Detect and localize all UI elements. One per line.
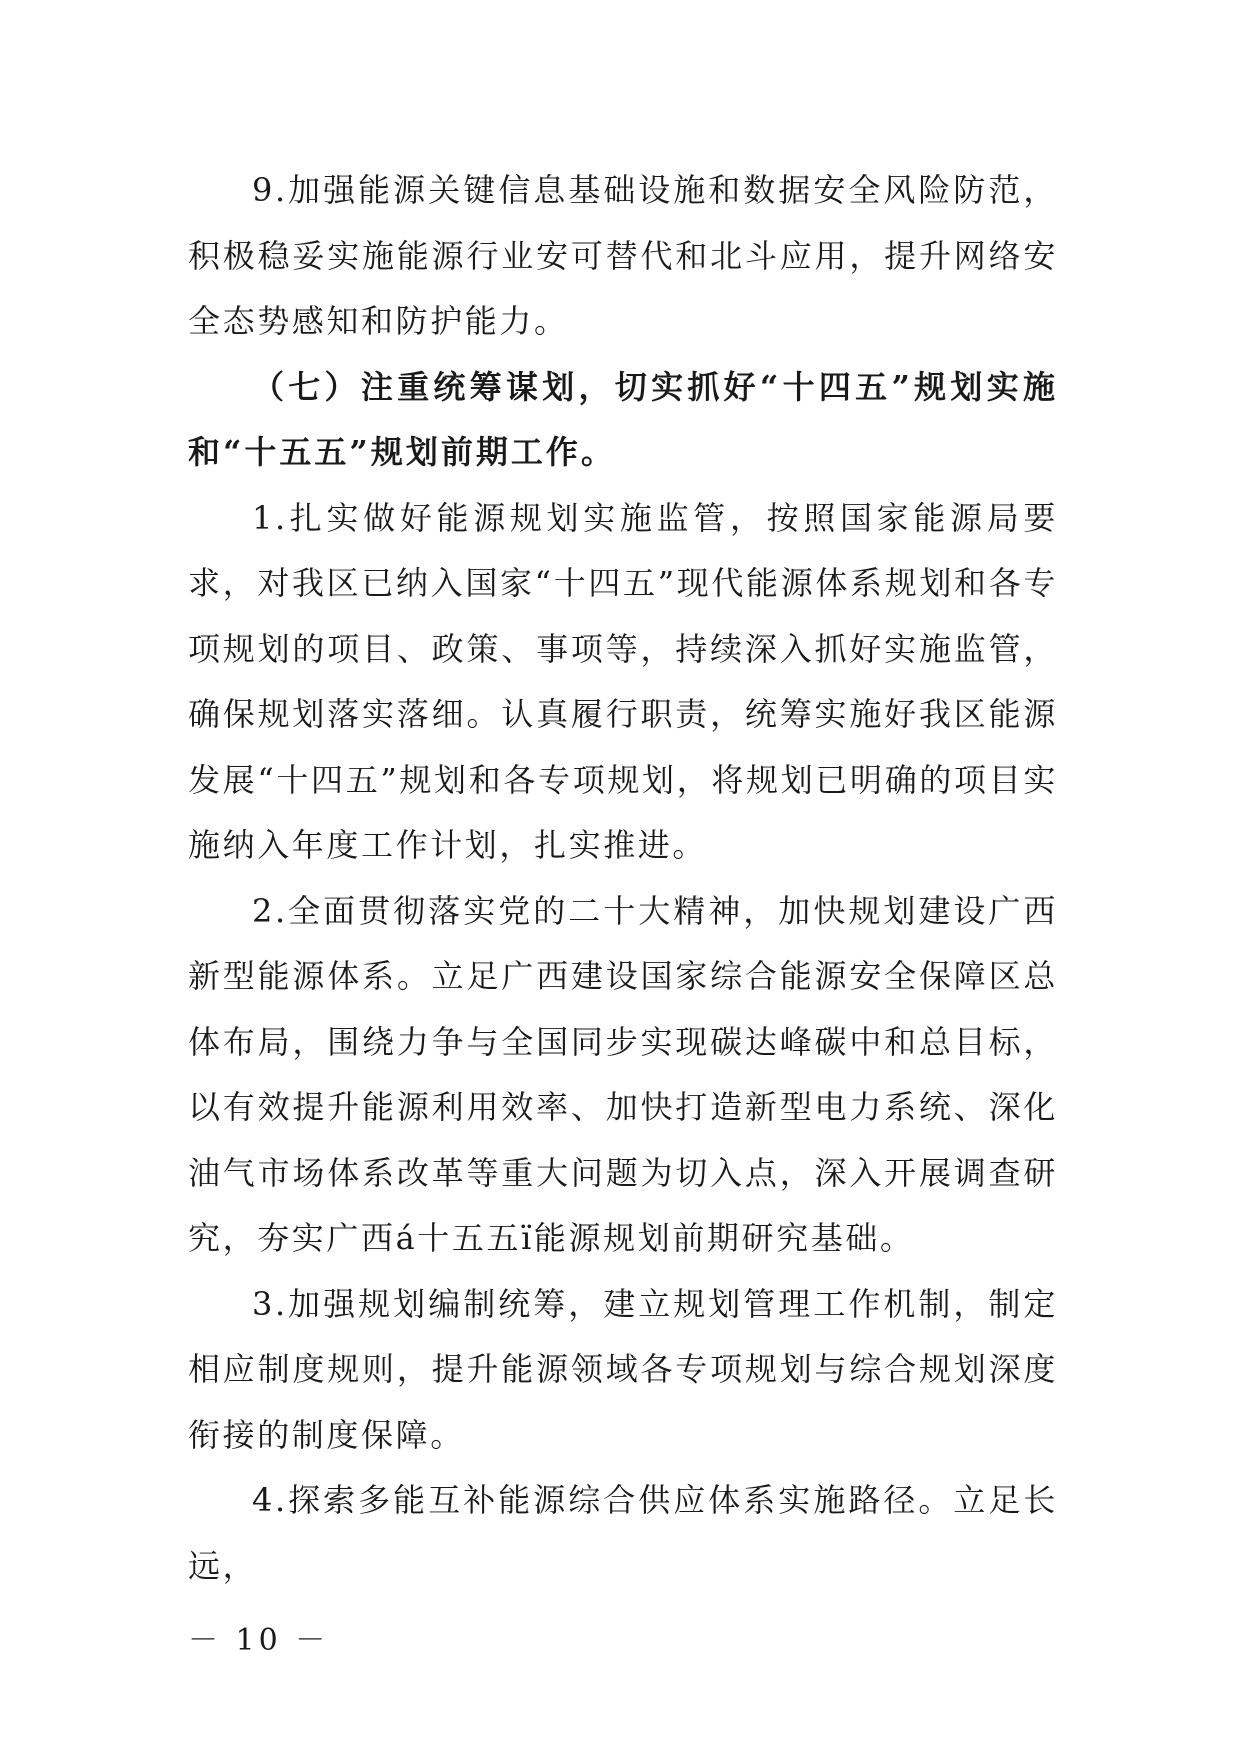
- page-number: － 10 －: [188, 1623, 330, 1658]
- paragraph-item-3: 3.加强规划编制统筹，建立规划管理工作机制，制定相应制度规则，提升能源领域各专项规划与综合规划深度衔接的制度保障。: [188, 1284, 1058, 1454]
- paragraph-item-1: 1.扎实做好能源规划实施监管，按照国家能源局要求，对我区已纳入国家“十四五”现代能源体系规划和各专项规划的项目、政策、事项等，持续深入抓好实施监管，确保规划落实落细。认真履行职责，统筹实施好我区能源发展“十四五”规划和各专项规划，将规划已明确的项目实施纳入年度工作计划，扎实推进。: [188, 498, 1058, 864]
- section-heading: （七）注重统筹谋划，切实抓好“十四五”规划实施和“十五五”规划前期工作。: [188, 367, 1058, 471]
- paragraph-item-2: 2.全面贯彻落实党的二十大精神，加快规划建设广西新型能源体系。立足广西建设国家综合能源安全保障区总体布局，围绕力争与全国同步实现碳达峰碳中和总目标，以有效提升能源利用效率、加快打造新型电力系统、深化油气市场体系改革等重大问题为切入点，深入开展调查研究，夯实广西á十五五ï能源规划前期研究基础。: [188, 891, 1058, 1257]
- paragraph-item-9: 9.加强能源关键信息基础设施和数据安全风险防范，积极稳妥实施能源行业安可替代和北斗应用，提升网络安全态势感知和防护能力。: [188, 171, 1058, 340]
- page-content: [188, 158, 1058, 1599]
- paragraph-item-4: 4.探索多能互补能源综合供应体系实施路径。立足长远，: [188, 1481, 1058, 1585]
